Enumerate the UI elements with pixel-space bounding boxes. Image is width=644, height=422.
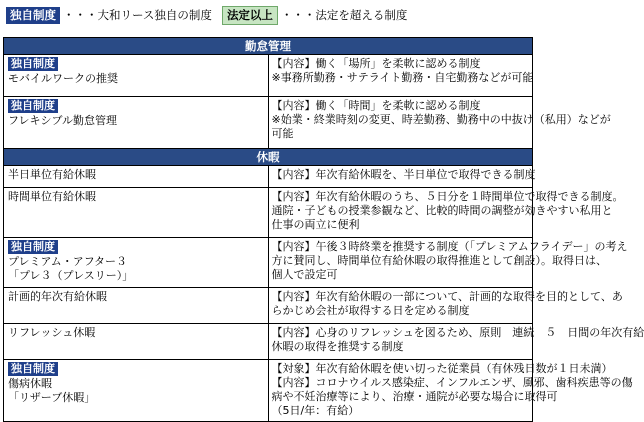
table-row (4, 55, 533, 97)
table-row (4, 360, 533, 422)
row-name: モバイルワークの推奨 (8, 72, 118, 85)
content-line: 【内容】働く「場所」を柔軟に認める制度 (271, 57, 481, 70)
content-line: らかじめ会社が取得する日を定める制度 (271, 304, 470, 317)
row-label-cell (4, 55, 269, 97)
table-row (4, 166, 533, 188)
row-name: 時間単位有給休暇 (8, 190, 96, 203)
table-row (4, 188, 533, 238)
content-line: 病や不妊治療等により、治療・通院が必要な場合に取得可 (271, 390, 558, 403)
content-line: 【内容】年次有給休暇の一部について、計画的な取得を目的として、あ (271, 290, 623, 303)
row-name: フレキシブル勤怠管理 (8, 114, 118, 127)
original-badge: 独自制度 (8, 240, 58, 254)
row-content-cell (268, 97, 611, 149)
content-line: 休暇の取得を推奨する制度 (271, 340, 404, 353)
row-content-cell (268, 360, 633, 422)
row-content-cell (268, 188, 624, 238)
legend-badge-statutory: 法定以上 (222, 6, 278, 25)
legend-badge-original: 独自制度 (6, 7, 60, 24)
row-name-line: 傷病休暇 (8, 377, 52, 390)
row-name-line: 「リザーブ休暇」 (8, 391, 96, 404)
legend-text-statutory: ・・・法定を超える制度 (280, 8, 408, 22)
row-label-cell (4, 360, 269, 422)
row-label-cell (4, 324, 269, 360)
row-name: 半日単位有給休暇 (8, 168, 96, 181)
content-line: 可能 (271, 127, 294, 140)
row-content-cell (268, 166, 536, 188)
original-badge: 独自制度 (8, 362, 58, 376)
row-name: リフレッシュ休暇 (8, 326, 96, 339)
content-line: 【内容】午後３時終業を推奨する制度（「プレミアムフライデー」の考え (271, 240, 628, 253)
content-line: 仕事の両立に便利 (271, 218, 360, 231)
row-label-cell (4, 238, 269, 288)
row-name: 計画的年次有給休暇 (8, 290, 107, 303)
content-line: ※始業・終業時刻の変更、時差勤務、勤務中の中抜け（私用）などが (271, 113, 611, 126)
content-line: ※事務所勤務・サテライト勤務・自宅勤務などが可能 (271, 71, 534, 84)
legend-text-original: ・・・大和リース独自の制度 (63, 8, 212, 22)
content-line: 【対象】年次有給休暇を使い切った従業員（有休残日数が１日未満） (271, 362, 613, 375)
table-row (4, 97, 533, 149)
benefits-table (3, 37, 644, 422)
table-row (4, 238, 533, 288)
row-content-cell (268, 324, 644, 360)
content-line: 【内容】心身のリフレッシュを図るため、原則 連続 ５ 日間の年次有給 (271, 326, 644, 339)
section-header-attendance: 勤怠管理 (4, 38, 533, 55)
original-badge: 独自制度 (8, 99, 58, 113)
section-header-leave: 休暇 (4, 149, 533, 166)
content-line: 通院・子どもの授業参観など、比較的時間の調整が効きやすい私用と (271, 204, 613, 217)
original-badge: 独自制度 (8, 57, 58, 71)
content-line: 【内容】コロナウイルス感染症、インフルエンザ、風邪、歯科疾患等の傷 (271, 376, 633, 389)
row-label-cell (4, 97, 269, 149)
content-line: 【内容】働く「時間」を柔軟に認める制度 (271, 99, 481, 112)
row-content-cell (268, 238, 628, 288)
row-label-cell (4, 166, 269, 188)
row-content-cell (268, 288, 623, 324)
row-content-cell (268, 55, 533, 97)
table-row (4, 324, 533, 360)
row-label-cell (4, 288, 269, 324)
row-label-cell (4, 188, 269, 238)
content-line: 個人で設定可 (271, 268, 338, 281)
row-name-line: 「プレ３（プレスリー）」 (8, 269, 134, 282)
legend (6, 5, 417, 25)
content-line: 方に賛同し、時間単位有給休暇の取得推進として創設）。取得日は、 (271, 254, 607, 267)
content-line: 【内容】年次有給休暇のうち、５日分を１時間単位で取得できる制度。 (271, 190, 624, 203)
table-row (4, 288, 533, 324)
content-line: （5日/年：有給） (271, 404, 360, 417)
content-line: 【内容】年次有給休暇を、半日単位で取得できる制度 (271, 168, 536, 181)
row-name-line: プレミアム・アフター３ (8, 255, 128, 268)
